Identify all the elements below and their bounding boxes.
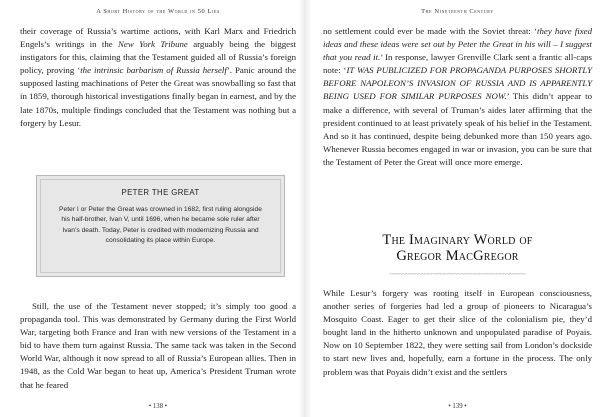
right-p1-text-c: ’ This didn’t appear to make a difference, with several of Truman’s aides later affirming that the president continued to at least privately speak of his belief in the Testament. And so it has continued, despite being debunked more than 150 years ago. Whenever Russia becomes engaged in war or invasion, you can be sure that the Testament of Peter the Great will once more emerge. (323, 91, 593, 167)
right-p1-text-a: no settlement could ever be made with the Soviet threat: ‘ (323, 26, 538, 36)
right-p2-text: While Lesur’s forgery was rooting itself in European consciousness, another series of forgeries had led a group of pioneers to Nicaragua’s Mosquito Coast. Eager to get their slice of the colonialism pie, they’d bought land in the hitherto unknown and unpopulated paradise of Poyais. Now on 10 September 1822, they were setting sail from London’s dockside to start new lives and, hopefully, earn a fortune in the process. The only problem was that Poyais didn’t exist and the settlers (323, 288, 592, 377)
right-paragraph-2 (323, 287, 592, 379)
section-heading (323, 232, 592, 264)
left-paragraph-2 (20, 300, 296, 392)
book-gutter (298, 0, 312, 417)
right-page-number: • 139 • (448, 403, 467, 410)
sidebar-box (36, 175, 285, 277)
sidebar-title: PETER THE GREAT (121, 188, 200, 197)
left-p1-italic-b: the intrinsic barbarism of Russia herself (80, 65, 227, 76)
left-p1-text-c: ’. Panic around the supposed lasting machinations of Peter the Great was snowballing so fast that in 1859, thorough historical investigations finally began in earnest, and by the late 1870s, multiple findings concluded that the Testament was nothing but a forgery by Lesur. (20, 65, 296, 128)
left-p2-text: Still, the use of the Testament never stopped; it’s simply too good a propaganda tool. This was demonstrated by Germany during the First World War, targeting both France and Iran with new versions of the Testament in a bid to have them turn against Russia. The same tack was taken in the Second World War, although it now spread to all of Russia’s European allies. Then in 1948, as the Cold War began to heat up, America’s President Truman wrote that he feared (20, 301, 296, 390)
left-page-number: • 138 • (148, 403, 168, 410)
left-paragraph-1 (20, 25, 296, 130)
sidebar-text: Peter I or Peter the Great was crowned in 1682, first ruling alongside his half-brother, Ivan V, until 1696, when he became sole ruler after Ivan’s death. Today, Peter is credited with modernizing Russia and consolidating its place within Europe. (59, 206, 262, 245)
right-paragraph-1 (323, 25, 592, 169)
heading-ornament: ~~~~~~~~~~~~~~~~~~~~~~~~~~~~~~~~~~~~~~~~~~ (389, 272, 526, 278)
section-heading-line-2: Gregor MacGregor (396, 248, 519, 264)
left-running-head: A Short History of the World in 50 Lies (96, 8, 220, 15)
right-page (323, 0, 592, 417)
left-p1-italic-a: New York Tribune (118, 39, 188, 50)
left-page (20, 0, 296, 417)
right-p1-italic-a: they have fixed ideas and these ideas were set out by Peter the Great in his will – I suggest that you read it. (323, 26, 592, 63)
right-running-head: The Nineteenth Century (421, 8, 494, 15)
left-p1-text-b: arguably being the biggest instigators for this, claiming that the Testament guided all of Russia’s foreign policy, proving ‘ (20, 39, 296, 76)
right-p1-italic-b: IT WAS PUBLICIZED FOR PROPAGANDA PURPOSES SHORTLY BEFORE NAPOLEON’S INVASION OF RUSSIA AND IS APPARENTLY BEING USED FOR SIMILAR PURPOSES NOW. (323, 65, 592, 102)
left-p1-text-a: their coverage of Russia’s wartime actions, with Karl Marx and Friedrich Engels’s writings in the (20, 26, 296, 50)
section-heading-line-1: The Imaginary World of (382, 232, 533, 248)
right-p1-text-b: ’ In response, lawyer Grenville Clark sent a frantic all-caps note: ‘ (323, 52, 592, 76)
